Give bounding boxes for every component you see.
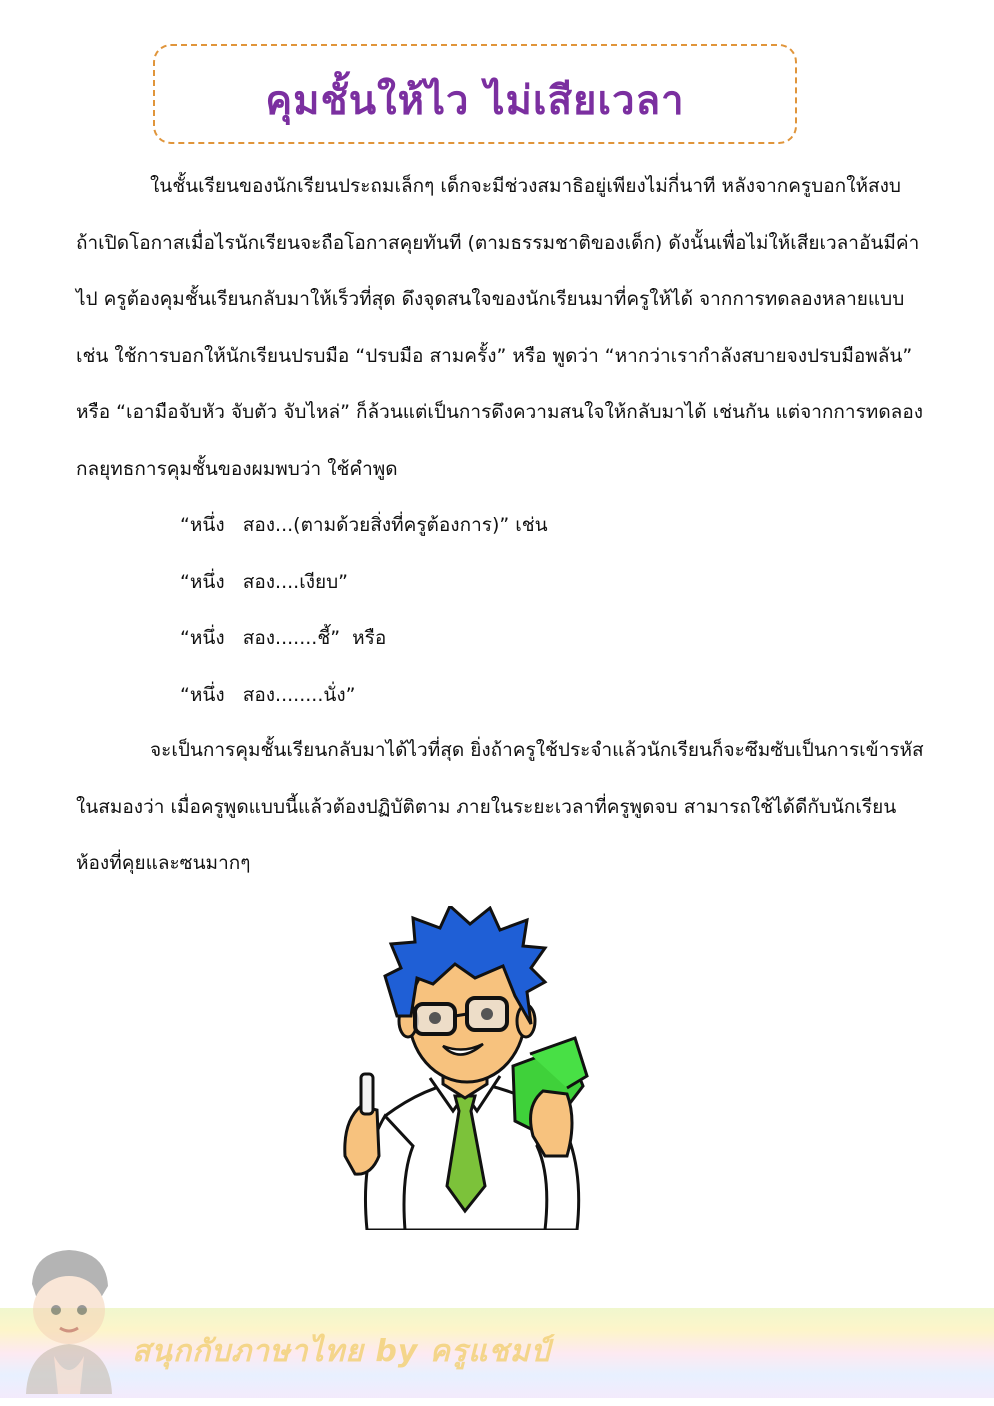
quote-item: “หนึ่ง สอง....เงียบ” (180, 570, 349, 593)
quote-item: “หนึ่ง สอง........นั่ง” (180, 683, 356, 706)
page-title: คุมชั้นให้ไว ไม่เสียเวลา (265, 78, 685, 124)
paragraph-2 (76, 722, 926, 892)
footer-brand-text: สนุกกับภาษาไทย by ครูแชมป์ (132, 1334, 551, 1369)
quote-list (180, 497, 548, 723)
quote-item: “หนึ่ง สอง...(ตามด้วยสิ่งที่ครูต้องการ)” เช่น (180, 514, 548, 536)
teacher-illustration (305, 906, 629, 1230)
paragraph-1-text: ในชั้นเรียนของนักเรียนประถมเล็กๆ เด็กจะมีช่วงสมาธิอยู่เพียงไม่กี่นาที หลังจากครูบอกให้สงบ ถ้าเปิดโอกาสเมื่อไรนักเรียนจะถือโอกาสคุยทันที (ตามธรรมชาติของเด็ก) ดังนั้นเพื่อไม่ให้เสียเวลาอันมีค่าไป ครูต้องคุมชั้นเรียนกลับมาให้เร็วที่สุด ดึงจุดสนใจของนักเรียนมาที่ครูให้ได้ จากการทดลองหลายแบบ เช่น ใช้การบอกให้นักเรียนปรบมือ “ปรบมือ สามครั้ง” หรือ พูดว่า “หากว่าเรากำลังสบายจงปรบมือพลัน” หรือ “เอามือจับหัว จับตัว จับไหล่” ก็ล้วนแต่เป็นการดึงความสนใจให้กลับมาได้ เช่นกัน แต่จากการทดลองกลยุทธการคุมชั้นของผมพบว่า ใช้คำพูด (76, 175, 924, 480)
teacher-avatar-logo (14, 1244, 124, 1394)
paragraph-1 (76, 158, 926, 497)
title-box (153, 44, 797, 144)
paragraph-2-text: จะเป็นการคุมชั้นเรียนกลับมาได้ไวที่สุด ยิ่งถ้าครูใช้ประจำแล้วนักเรียนก็จะซึมซับเป็นการเข้ารหัสในสมองว่า เมื่อครูพูดแบบนี้แล้วต้องปฏิบัติตาม ภายในระยะเวลาที่ครูพูดจบ สามารถใช้ได้ดีกับนักเรียนห้องที่คุยและซนมากๆ (76, 739, 924, 874)
quote-item: “หนึ่ง สอง.......ชี้” หรือ (180, 627, 387, 649)
